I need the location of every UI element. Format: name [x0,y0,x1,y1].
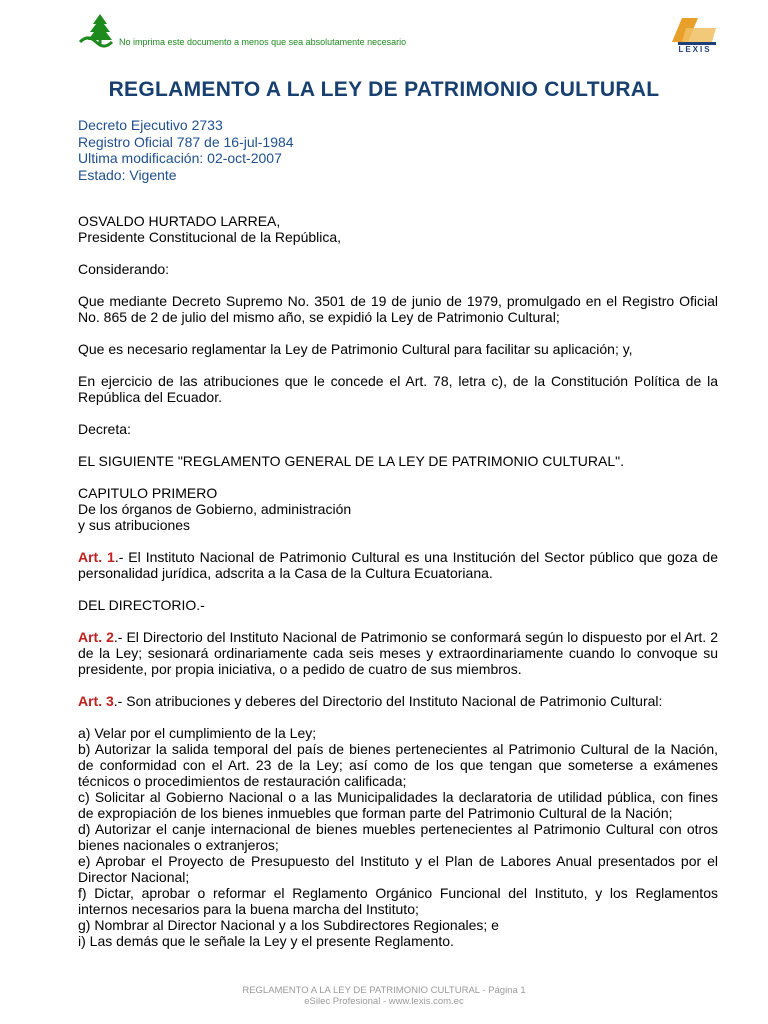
chapter-subtitle-1: De los órganos de Gobierno, administración [78,501,352,517]
document-metadata [78,117,294,183]
considerando: Considerando: [78,261,170,277]
paragraph-1: Que mediante Decreto Supremo No. 3501 de 19 de junio de 1979, promulgado en el Registro Oficial No. 865 de 2 de julio del mismo año, se expidió la Ley de Patrimonio Cultural; [78,293,718,325]
eco-print-notice: No imprima este documento a menos que sea absolutamente necesario [119,37,407,47]
status-line: Estado: Vigente [78,166,177,183]
article-1-text: .- El Instituto Nacional de Patrimonio Cultural es una Institución del Sector público que goza de personalidad jurídica, adscrita a la Casa de la Cultura Ecuatoriana. [78,549,718,581]
chapter-title: CAPITULO PRIMERO [78,485,218,501]
directorio-heading: DEL DIRECTORIO.- [78,597,205,613]
signatory-role: Presidente Constitucional de la República, [78,229,342,245]
list-item: d) Autorizar el canje internacional de bienes muebles pertenecientes al Patrimonio Cultural con otros bienes nacionales o extranjeros; [78,821,718,853]
list-item: f) Dictar, aprobar o reformar el Reglamento Orgánico Funcional del Instituto, y los Reglamentos internos necesarios para la buena marcha del Instituto; [78,885,718,917]
article-1-label: Art. 1 [78,549,115,565]
article-3-list [78,725,718,949]
document-body [78,213,718,949]
decreta: Decreta: [78,421,131,437]
decree-line: Decreto Ejecutivo 2733 [78,117,223,133]
last-modified-line: Ultima modificación: 02-oct-2007 [78,150,282,166]
footer-page-label: REGLAMENTO A LA LEY DE PATRIMONIO CULTURAL - Página 1 [242,985,526,996]
list-item: i) Las demás que le señale la Ley y el presente Reglamento. [78,933,454,949]
paragraph-2: Que es necesario reglamentar la Ley de Patrimonio Cultural para facilitar su aplicación; y, [78,341,633,357]
chapter-subtitle-2: y sus atribuciones [78,517,191,533]
list-item: a) Velar por el cumplimiento de la Ley; [78,725,317,741]
signatory-name: OSVALDO HURTADO LARREA, [78,213,281,229]
article-3 [78,693,718,709]
document-title: REGLAMENTO A LA LEY DE PATRIMONIO CULTURAL [108,78,660,101]
article-3-text: .- Son atribuciones y deberes del Directorio del Instituto Nacional de Patrimonio Cultural: [113,693,663,709]
article-2 [78,629,718,677]
lexis-logo-text: LEXIS [678,45,712,54]
chapter-heading [78,485,718,533]
paragraph-3: En ejercicio de las atribuciones que le concede el Art. 78, letra c), de la Constitución Política de la República del Ecuador. [78,373,718,405]
list-item: g) Nombrar al Director Nacional y a los Subdirectores Regionales; e [78,917,499,933]
reglamento-title: EL SIGUIENTE "REGLAMENTO GENERAL DE LA LEY DE PATRIMONIO CULTURAL". [78,453,624,469]
article-1 [78,549,718,581]
article-2-text: .- El Directorio del Instituto Nacional de Patrimonio se conformará según lo dispuesto por el Art. 2 de la Ley; sesionará ordinariamente cada seis meses y extraordinariamente cuando lo convoque su presidente, por propia iniciativa, o a pedido de cuatro de sus miembros. [78,629,718,677]
list-item: b) Autorizar la salida temporal del país de bienes pertenecientes al Patrimonio Cultural de la Nación, de conformidad con el Art. 23 de la Ley; así como de los que tengan que someterse a exámenes técnicos o procedimientos de restauración calificada; [78,741,718,789]
eco-tree-icon [78,12,114,48]
signatory-block [78,213,718,245]
page-footer [0,985,768,1007]
list-item: e) Aprobar el Proyecto de Presupuesto del Instituto y el Plan de Labores Anual presentados por el Director Nacional; [78,853,718,885]
footer-source: eSilec Profesional - www.lexis.com.ec [304,996,464,1007]
article-2-label: Art. 2 [78,629,114,645]
registry-line: Registro Oficial 787 de 16-jul-1984 [78,133,294,150]
list-item: c) Solicitar al Gobierno Nacional o a las Municipalidades la declaratoria de utilidad pública, con fines de expropiación de los bienes inmuebles que forman parte del Patrimonio Cultural de la Nación; [78,789,718,821]
article-3-label: Art. 3 [78,693,114,709]
